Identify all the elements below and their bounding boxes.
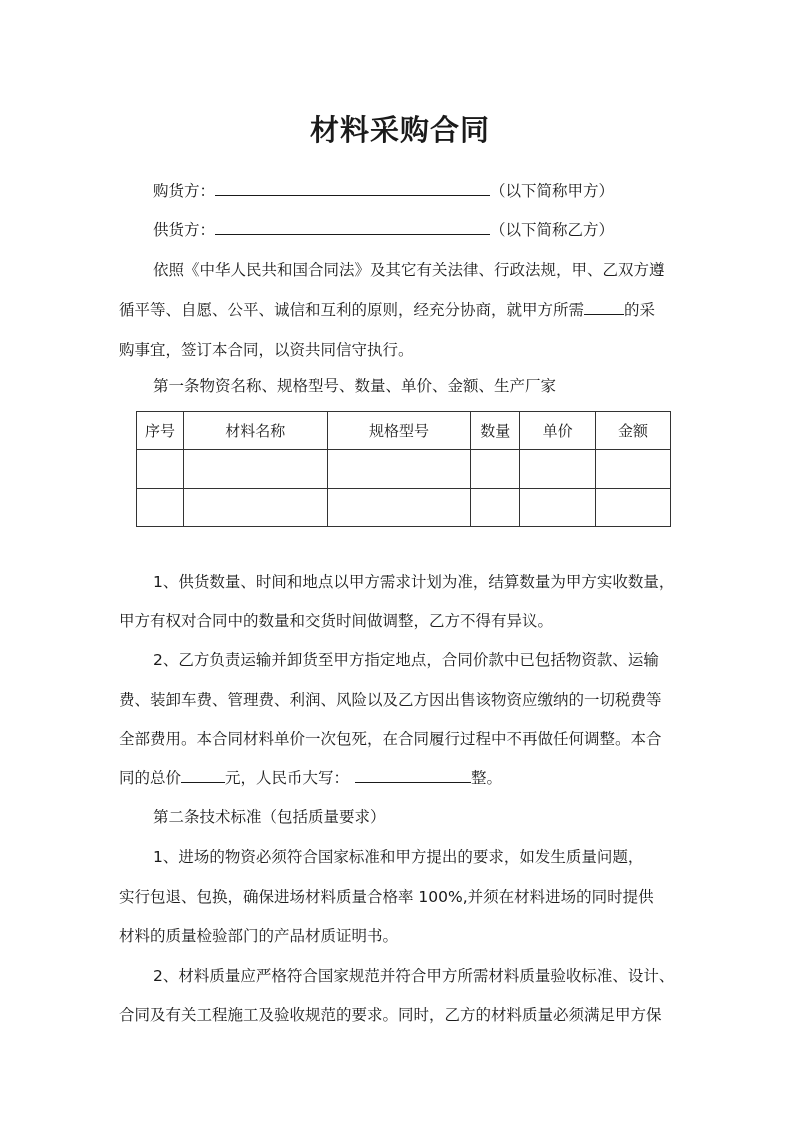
table-cell[interactable] [520,488,596,526]
table-cell[interactable] [183,450,327,488]
supplier-suffix: （以下简称乙方） [490,221,615,239]
clause-1-2-line-1: 2、乙方负责运输并卸货至甲方指定地点，合同价款中已包括物资款、运输 [153,651,659,669]
clause-2-1-line-3: 材料的质量检验部门的产品材质证明书。 [119,927,399,945]
clause-2-1-line-2: 实行包退、包换，确保进场材料质量合格率 100%,并须在材料进场的同时提供 [119,888,654,906]
table-row [137,488,671,526]
total-price-blank[interactable] [181,768,225,783]
rmb-uppercase-blank[interactable] [355,768,471,783]
clause-1-2-line-2: 费、装卸车费、管理费、利润、风险以及乙方因出售该物资应缴纳的一切税费等 [119,691,662,709]
buyer-label: 购货方： [153,182,216,200]
intro-line-2 [119,300,685,320]
clause-2-1-line-1: 1、进场的物资必须符合国家标准和甲方提出的要求，如发生质量问题， [153,848,644,866]
table-row [137,450,671,488]
header-unit-price: 单价 [520,412,596,450]
table-cell[interactable] [327,450,471,488]
table-cell[interactable] [471,450,520,488]
clause-2-2-line-1: 2、材料质量应严格符合国家规范并符合甲方所需材料质量验收标准、设计、 [153,967,675,985]
material-blank[interactable] [584,300,624,315]
header-index: 序号 [137,412,184,450]
goods-table [136,411,671,527]
clause-1-1-line-2: 甲方有权对合同中的数量和交货时间做调整，乙方不得有异议。 [119,612,554,630]
header-amount: 金额 [596,412,671,450]
intro-line-1: 依照《中华人民共和国合同法》及其它有关法律、行政法规，甲、乙双方遵 [153,261,665,279]
intro-line-3: 购事宜，签订本合同，以资共同信守执行。 [119,341,414,359]
table-cell[interactable] [137,450,184,488]
buyer-suffix: （以下简称甲方） [490,182,615,200]
clause-2-2-line-2: 合同及有关工程施工及验收规范的要求。同时，乙方的材料质量必须满足甲方保 [119,1006,662,1024]
header-quantity: 数量 [471,412,520,450]
total-suffix: 整。 [471,769,503,787]
table-cell[interactable] [137,488,184,526]
supplier-line [153,220,614,240]
rmb-uppercase-label: 元，人民币大写： [225,769,350,787]
buyer-line [153,181,614,201]
table-cell[interactable] [596,450,671,488]
header-spec: 规格型号 [327,412,471,450]
table-header-row [137,412,671,450]
document-title: 材料采购合同 [309,113,490,147]
buyer-name-blank[interactable] [215,181,490,196]
total-price-label: 同的总价 [119,769,182,787]
intro-line-2-tail: 的采 [624,301,656,319]
clause-1-2-line-3: 全部费用。本合同材料单价一次包死，在合同履行过程中不再做任何调整。本合 [119,730,662,748]
table-cell[interactable] [183,488,327,526]
table-cell[interactable] [596,488,671,526]
table-cell[interactable] [327,488,471,526]
table-cell[interactable] [471,488,520,526]
header-material-name: 材料名称 [183,412,327,450]
clause-1-2-line-4 [119,768,685,788]
intro-line-2-text: 循平等、自愿、公平、诚信和互利的原则，经充分协商，就甲方所需 [119,301,585,319]
supplier-label: 供货方： [153,221,216,239]
table-cell[interactable] [520,450,596,488]
article-1-title: 第一条物资名称、规格型号、数量、单价、金额、生产厂家 [153,377,557,395]
supplier-name-blank[interactable] [215,220,490,235]
article-2-title: 第二条技术标准（包括质量要求） [153,808,386,826]
clause-1-1-line-1: 1、供货数量、时间和地点以甲方需求计划为准，结算数量为甲方实收数量， [153,573,675,591]
